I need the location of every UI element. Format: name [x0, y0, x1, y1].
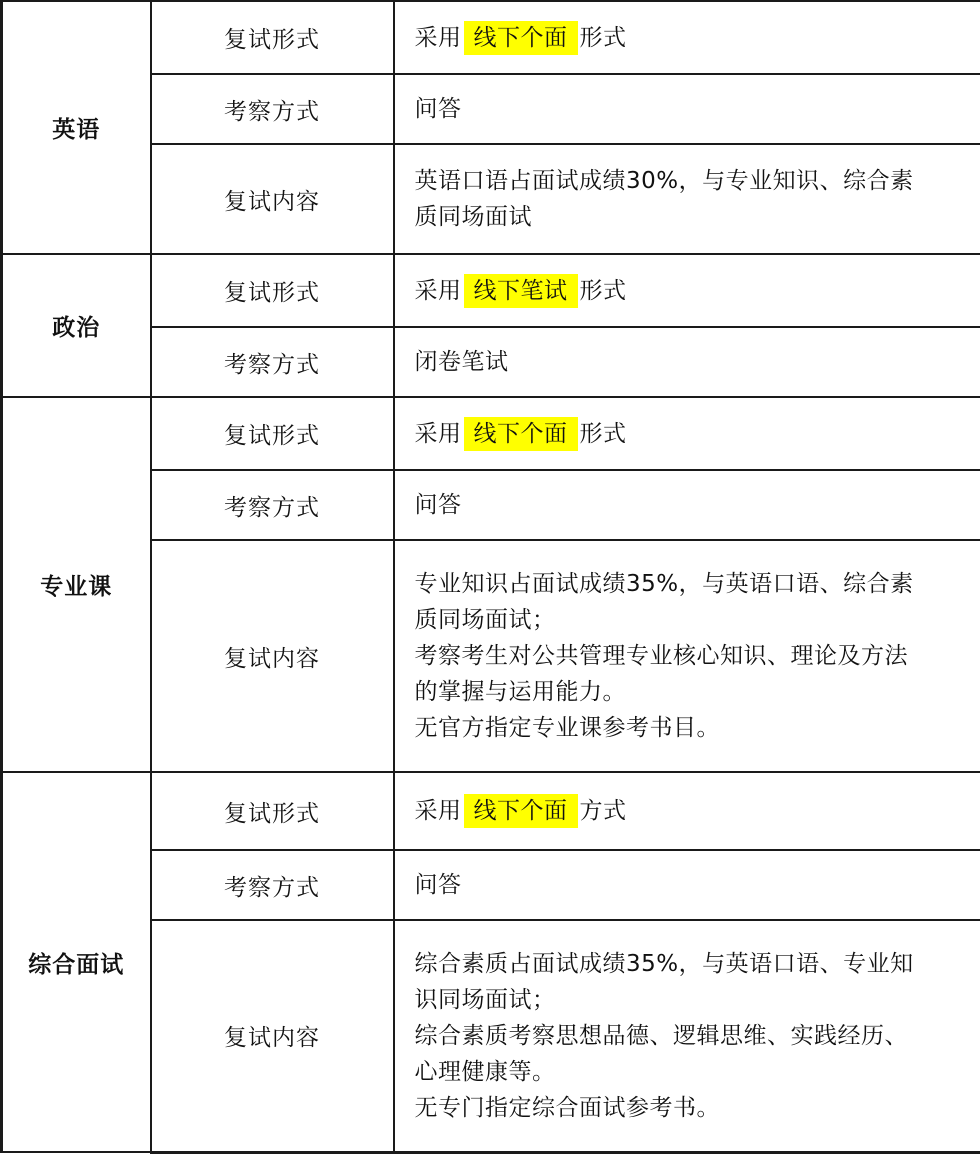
item-label: 考察方式 — [151, 327, 394, 397]
value-cell — [394, 772, 980, 850]
content-line: 心理健康等。 — [415, 1054, 971, 1090]
value-cell — [394, 254, 980, 327]
subject-cell: 专业课 — [2, 397, 151, 772]
item-label: 考察方式 — [151, 850, 394, 920]
content-line: 质同场面试； — [415, 602, 971, 638]
table-row — [2, 1, 980, 74]
highlight-text: 线下个面 — [464, 794, 578, 828]
table-row — [2, 772, 980, 850]
value-cell — [394, 540, 980, 772]
item-label: 复试形式 — [151, 1, 394, 74]
value-cell: 问答 — [394, 470, 980, 540]
value-cell — [394, 920, 980, 1152]
content-line: 综合素质考察思想品德、逻辑思维、实践经历、 — [415, 1018, 971, 1054]
content-line: 质同场面试 — [415, 199, 971, 235]
item-label: 考察方式 — [151, 470, 394, 540]
value-text: 采用 — [415, 278, 462, 304]
content-line: 英语口语占面试成绩30%，与专业知识、综合素 — [415, 163, 971, 199]
table-row — [2, 397, 980, 470]
content-line: 的掌握与运用能力。 — [415, 674, 971, 710]
content-line: 综合素质占面试成绩35%，与英语口语、专业知 — [415, 946, 971, 982]
value-cell — [394, 397, 980, 470]
item-label: 复试形式 — [151, 254, 394, 327]
subject-cell: 政治 — [2, 254, 151, 397]
value-text: 方式 — [580, 798, 627, 824]
subject-cell: 英语 — [2, 1, 151, 254]
value-cell: 闭卷笔试 — [394, 327, 980, 397]
value-cell — [394, 1, 980, 74]
content-line: 考察考生对公共管理专业核心知识、理论及方法 — [415, 638, 971, 674]
content-line: 专业知识占面试成绩35%，与英语口语、综合素 — [415, 566, 971, 602]
content-line: 无官方指定专业课参考书目。 — [415, 710, 971, 746]
highlight-text: 线下个面 — [464, 21, 578, 55]
item-label: 复试内容 — [151, 144, 394, 254]
value-text: 形式 — [580, 25, 627, 51]
table-row — [2, 254, 980, 327]
value-cell — [394, 144, 980, 254]
value-cell: 问答 — [394, 74, 980, 144]
subject-cell: 综合面试 — [2, 772, 151, 1152]
highlight-text: 线下笔试 — [464, 274, 578, 308]
content-line: 无专门指定综合面试参考书。 — [415, 1090, 971, 1126]
content-line: 识同场面试； — [415, 982, 971, 1018]
value-text: 采用 — [415, 25, 462, 51]
item-label: 考察方式 — [151, 74, 394, 144]
item-label: 复试形式 — [151, 772, 394, 850]
item-label: 复试形式 — [151, 397, 394, 470]
item-label: 复试内容 — [151, 540, 394, 772]
value-cell: 问答 — [394, 850, 980, 920]
item-label: 复试内容 — [151, 920, 394, 1152]
value-text: 形式 — [580, 421, 627, 447]
value-text: 形式 — [580, 278, 627, 304]
value-text: 采用 — [415, 421, 462, 447]
highlight-text: 线下个面 — [464, 417, 578, 451]
value-text: 采用 — [415, 798, 462, 824]
